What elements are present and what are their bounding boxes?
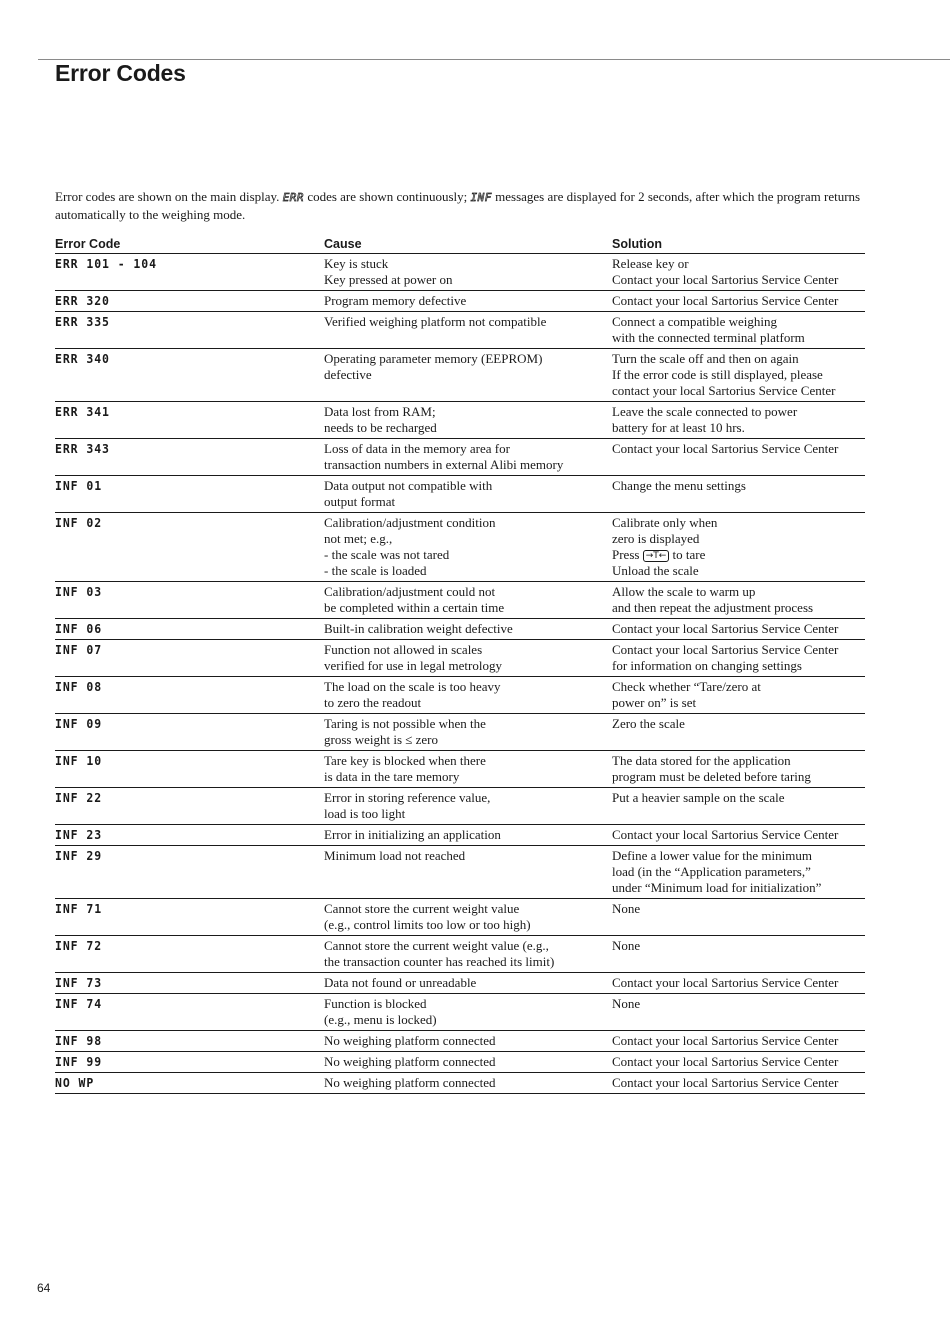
error-code-cell: ERR 101 - 104 xyxy=(55,254,302,291)
cause-cell: No weighing platform connected xyxy=(324,1031,612,1052)
table-row xyxy=(55,349,865,402)
error-code-cell: INF 06 xyxy=(55,619,302,640)
solution-line: zero is displayed xyxy=(612,531,700,546)
table-row xyxy=(55,751,865,788)
cause-cell: Error in initializing an application xyxy=(324,825,612,846)
error-code-cell: INF 98 xyxy=(55,1031,302,1052)
error-code-cell: ERR 335 xyxy=(55,312,302,349)
solution-cell: Release key or Contact your local Sartorius Service Center xyxy=(612,254,865,291)
solution-cell: Contact your local Sartorius Service Center xyxy=(612,439,865,476)
table-row xyxy=(55,619,865,640)
error-code-cell: NO WP xyxy=(55,1073,302,1094)
cause-cell: Loss of data in the memory area for transaction numbers in external Alibi memory xyxy=(324,439,612,476)
table-row xyxy=(55,513,865,582)
solution-cell: None xyxy=(612,936,865,973)
table-row xyxy=(55,936,865,973)
solution-cell: Define a lower value for the minimum load (in the “Application parameters,” under “Minimum load for initialization” xyxy=(612,846,865,899)
header-error-code: Error Code xyxy=(55,236,324,254)
error-code-cell: INF 09 xyxy=(55,714,302,751)
table-row xyxy=(55,714,865,751)
cause-cell: Operating parameter memory (EEPROM) defective xyxy=(324,349,612,402)
table-row xyxy=(55,788,865,825)
err-display-symbol: ERR xyxy=(282,191,305,204)
error-code-cell: INF 07 xyxy=(55,640,302,677)
table-row xyxy=(55,994,865,1031)
solution-cell: Zero the scale xyxy=(612,714,865,751)
solution-text: Press xyxy=(612,547,643,562)
error-code-cell: INF 02 xyxy=(55,513,302,582)
solution-cell: Check whether “Tare/zero at power on” is set xyxy=(612,677,865,714)
error-codes-table xyxy=(55,236,865,1094)
cause-cell: No weighing platform connected xyxy=(324,1052,612,1073)
cause-cell: The load on the scale is too heavy to zero the readout xyxy=(324,677,612,714)
intro-text-2: codes are shown continuously; xyxy=(304,189,471,204)
error-code-cell: INF 10 xyxy=(55,751,302,788)
error-code-cell: INF 99 xyxy=(55,1052,302,1073)
cause-cell: Error in storing reference value, load is too light xyxy=(324,788,612,825)
table-header-row xyxy=(55,236,865,254)
solution-cell: Contact your local Sartorius Service Center xyxy=(612,291,865,312)
table-row xyxy=(55,402,865,439)
error-code-cell: ERR 340 xyxy=(55,349,302,402)
cause-cell: Data not found or unreadable xyxy=(324,973,612,994)
solution-cell xyxy=(612,513,865,582)
cause-cell: Taring is not possible when the gross weight is ≤ zero xyxy=(324,714,612,751)
cause-cell: Function not allowed in scales verified for use in legal metrology xyxy=(324,640,612,677)
solution-cell: Contact your local Sartorius Service Center xyxy=(612,973,865,994)
cause-cell: Program memory defective xyxy=(324,291,612,312)
table-row xyxy=(55,291,865,312)
error-code-cell: INF 73 xyxy=(55,973,302,994)
cause-cell: Built-in calibration weight defective xyxy=(324,619,612,640)
solution-cell: Put a heavier sample on the scale xyxy=(612,788,865,825)
solution-cell: Contact your local Sartorius Service Center xyxy=(612,1073,865,1094)
error-code-cell: INF 23 xyxy=(55,825,302,846)
error-code-cell: INF 74 xyxy=(55,994,302,1031)
cause-cell: Key is stuck Key pressed at power on xyxy=(324,254,612,291)
error-code-cell: INF 03 xyxy=(55,582,302,619)
solution-cell: Turn the scale off and then on again If the error code is still displayed, please contact your local Sartorius Service Center xyxy=(612,349,865,402)
table-row xyxy=(55,254,865,291)
table-row xyxy=(55,677,865,714)
table-row xyxy=(55,1073,865,1094)
solution-cell: Leave the scale connected to power battery for at least 10 hrs. xyxy=(612,402,865,439)
cause-cell: Tare key is blocked when there is data in the tare memory xyxy=(324,751,612,788)
error-code-cell: ERR 343 xyxy=(55,439,302,476)
tare-key-icon: →T← xyxy=(643,550,670,562)
intro-text-3: messages are displayed for 2 seconds, after which the program returns automatically to the weighing mode. xyxy=(55,189,861,222)
solution-cell: Contact your local Sartorius Service Center for information on changing settings xyxy=(612,640,865,677)
cause-cell: Calibration/adjustment condition not met; e.g., - the scale was not tared - the scale is loaded xyxy=(324,513,612,582)
header-solution: Solution xyxy=(612,236,865,254)
error-code-cell: ERR 320 xyxy=(55,291,302,312)
cause-cell: Cannot store the current weight value (e.g., control limits too low or too high) xyxy=(324,899,612,936)
error-code-cell: INF 29 xyxy=(55,846,302,899)
page-title: Error Codes xyxy=(55,60,186,86)
solution-line xyxy=(612,547,865,563)
solution-line: Unload the scale xyxy=(612,563,699,578)
solution-cell: Contact your local Sartorius Service Center xyxy=(612,619,865,640)
solution-text: to tare xyxy=(669,547,706,562)
table-row xyxy=(55,899,865,936)
solution-cell: Contact your local Sartorius Service Center xyxy=(612,825,865,846)
table-row xyxy=(55,1031,865,1052)
table-row xyxy=(55,973,865,994)
table-row xyxy=(55,582,865,619)
solution-cell: Connect a compatible weighing with the connected terminal platform xyxy=(612,312,865,349)
table-row xyxy=(55,846,865,899)
intro-paragraph xyxy=(55,189,867,223)
header-cause: Cause xyxy=(324,236,612,254)
table-row xyxy=(55,439,865,476)
error-code-cell: INF 22 xyxy=(55,788,302,825)
cause-cell: Data output not compatible with output format xyxy=(324,476,612,513)
table-row xyxy=(55,640,865,677)
intro-text-1: Error codes are shown on the main display. xyxy=(55,189,283,204)
table-row xyxy=(55,312,865,349)
solution-cell: The data stored for the application program must be deleted before taring xyxy=(612,751,865,788)
cause-cell: Minimum load not reached xyxy=(324,846,612,899)
error-code-cell: INF 01 xyxy=(55,476,302,513)
solution-cell: Allow the scale to warm up and then repeat the adjustment process xyxy=(612,582,865,619)
error-code-cell: INF 08 xyxy=(55,677,302,714)
page-number: 64 xyxy=(37,1281,51,1295)
table-row xyxy=(55,1052,865,1073)
error-code-cell: INF 72 xyxy=(55,936,302,973)
solution-cell: Contact your local Sartorius Service Center xyxy=(612,1031,865,1052)
solution-cell: None xyxy=(612,994,865,1031)
cause-cell: Data lost from RAM; needs to be recharged xyxy=(324,402,612,439)
cause-cell: Verified weighing platform not compatible xyxy=(324,312,612,349)
table-row xyxy=(55,825,865,846)
table-row xyxy=(55,476,865,513)
cause-cell: Function is blocked (e.g., menu is locked) xyxy=(324,994,612,1031)
error-code-cell: INF 71 xyxy=(55,899,302,936)
error-code-cell: ERR 341 xyxy=(55,402,302,439)
solution-cell: Change the menu settings xyxy=(612,476,865,513)
cause-cell: Calibration/adjustment could not be completed within a certain time xyxy=(324,582,612,619)
solution-line: Calibrate only when xyxy=(612,515,718,530)
cause-cell: Cannot store the current weight value (e.g., the transaction counter has reached its limit) xyxy=(324,936,612,973)
solution-cell: None xyxy=(612,899,865,936)
solution-cell: Contact your local Sartorius Service Center xyxy=(612,1052,865,1073)
inf-display-symbol: INF xyxy=(470,191,492,204)
cause-cell: No weighing platform connected xyxy=(324,1073,612,1094)
